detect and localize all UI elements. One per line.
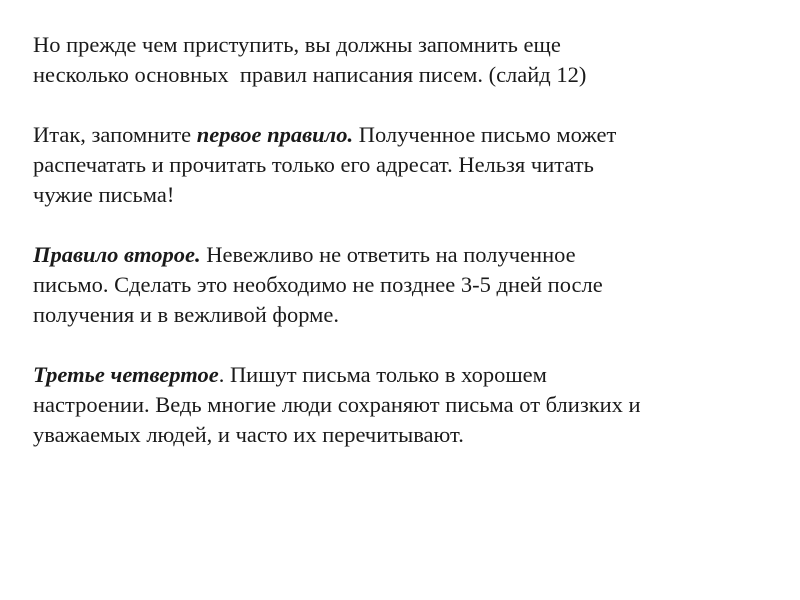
- rule-2-paragraph: [33, 240, 773, 330]
- rule-2-line-3: получения и в вежливой форме.: [33, 302, 340, 327]
- rule-1-line-3: чужие письма!: [33, 182, 175, 207]
- intro-line-1: Но прежде чем приступить, вы должны запомнить еще: [33, 32, 561, 57]
- rule-1-line-2: распечатать и прочитать только его адресат. Нельзя читать: [33, 152, 594, 177]
- rule-3-title: Третье четвертое: [33, 362, 219, 387]
- rule-1-paragraph: [33, 120, 773, 210]
- rule-1-title: первое правило.: [196, 122, 354, 147]
- intro-paragraph: [33, 30, 773, 90]
- rule-2-line-1-rest: Невежливо не ответить на полученное: [200, 242, 576, 267]
- rule-1-line-1: [33, 120, 773, 150]
- rule-2-title: Правило второе.: [33, 242, 201, 267]
- intro-line-2: несколько основных правил написания писем. (слайд 12): [33, 62, 587, 87]
- rule-2-line-1: [33, 240, 773, 270]
- rule-1-line-1-rest: Полученное письмо может: [353, 122, 617, 147]
- rule-3-line-1-rest: . Пишут письма только в хорошем: [218, 362, 547, 387]
- rule-2-line-2: письмо. Сделать это необходимо не позднее 3-5 дней после: [33, 272, 603, 297]
- rule-3-line-1: [33, 360, 773, 390]
- rule-3-line-2: настроении. Ведь многие люди сохраняют письма от близких и: [33, 392, 641, 417]
- slide-text-body: [33, 30, 773, 450]
- rule-1-lead: Итак, запомните: [33, 122, 197, 147]
- rule-3-line-3: уважаемых людей, и часто их перечитывают.: [33, 422, 464, 447]
- rule-3-paragraph: [33, 360, 773, 450]
